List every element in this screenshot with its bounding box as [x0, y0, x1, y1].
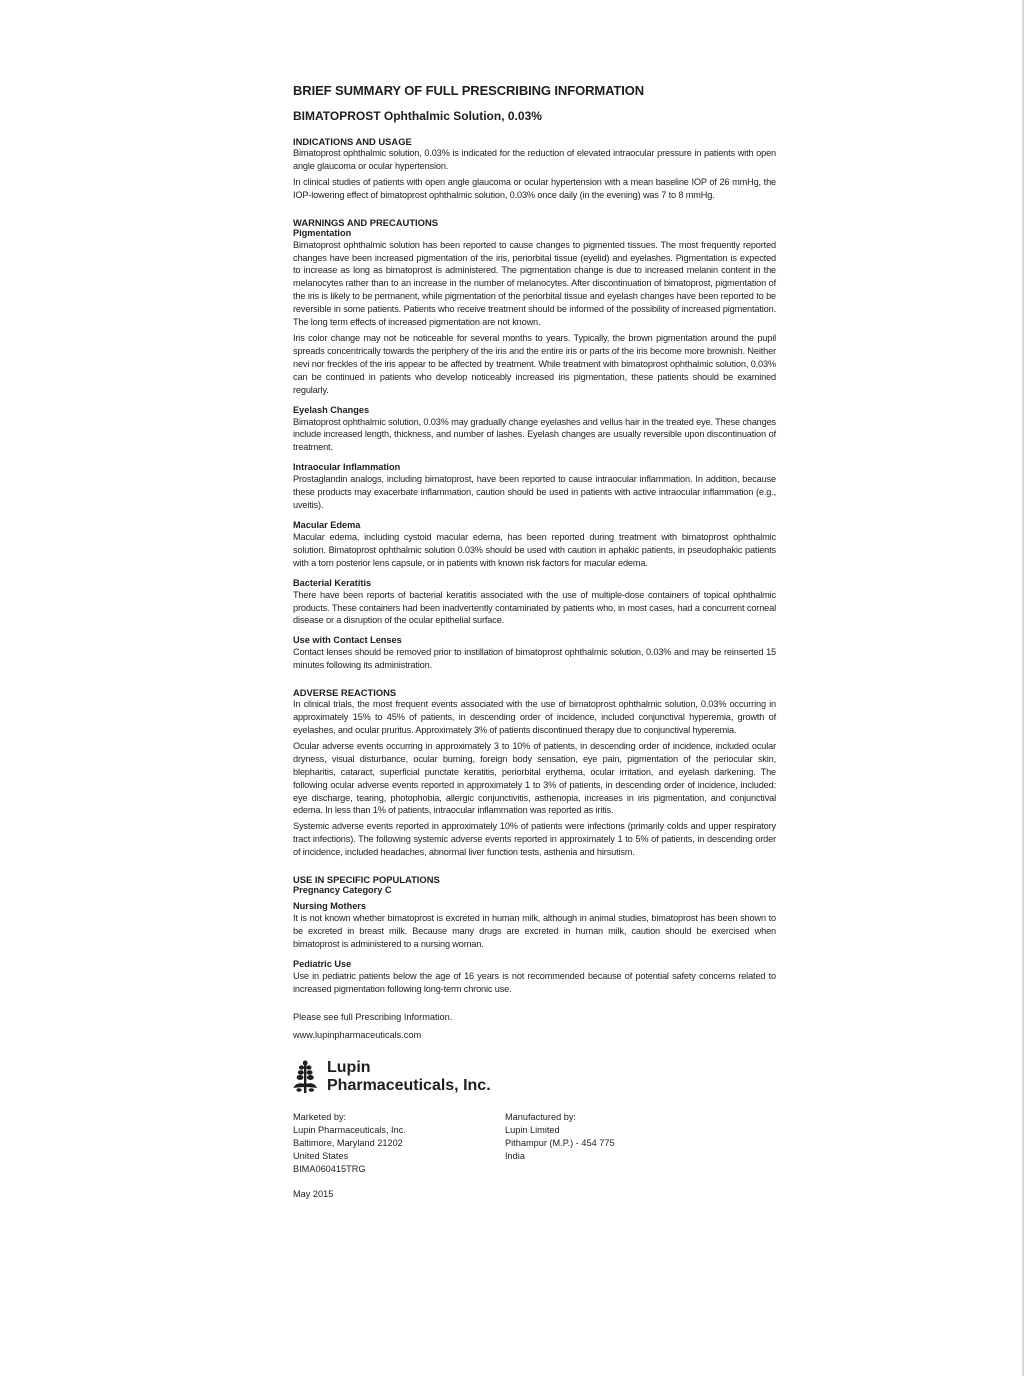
- eyelash-heading: Eyelash Changes: [293, 404, 370, 415]
- adverse-reactions-heading: ADVERSE REACTIONS: [293, 687, 397, 699]
- macular-paragraph: Macular edema, including cystoid macular edema, has been reported during treatment with bimatoprost ophthalmic solution. Bimatoprost ophthalmic solution 0.03% should be used with caution in aphakic patients, in pseudophakic patients with a torn posterior lens capsule, or in patients with known risk factors for macular edema.: [293, 531, 776, 568]
- indications-paragraph: Bimatoprost ophthalmic solution, 0.03% is indicated for the reduction of elevated intraocular pressure in patients with open angle glaucoma or ocular hypertension.: [293, 148, 776, 171]
- contact-lenses-heading: Use with Contact Lenses: [293, 635, 402, 646]
- inflammation-paragraph: Prostaglandin analogs, including bimatoprost, have been reported to cause intraocular inflammation. In addition, because these products may exacerbate inflammation, caution should be used in patients with active intraocular inflammation (e.g., uveitis).: [293, 474, 776, 511]
- populations-heading: USE IN SPECIFIC POPULATIONS: [293, 874, 440, 886]
- manufactured-line: India: [505, 1151, 525, 1162]
- document-body: [293, 83, 776, 1201]
- marketed-line: Baltimore, Maryland 21202: [293, 1138, 403, 1149]
- indications-heading: INDICATIONS AND USAGE: [293, 136, 412, 147]
- marketed-line: BIMA060415TRG: [293, 1164, 366, 1175]
- nursing-paragraph: It is not known whether bimatoprost is excreted in human milk, although in animal studies, bimatoprost has been shown to be excreted in breast milk. Because many drugs are excreted in human milk, caution should be exercised when bimatoprost is administered to a nursing woman.: [293, 913, 776, 949]
- pediatric-heading: Pediatric Use: [293, 958, 352, 969]
- manufactured-line: Pithampur (M.P.) - 454 775: [505, 1138, 615, 1149]
- document-title: BRIEF SUMMARY OF FULL PRESCRIBING INFORMATION: [293, 83, 645, 98]
- eyelash-paragraph: Bimatoprost ophthalmic solution, 0.03% may gradually change eyelashes and vellus hair in the treated eye. These changes include increased length, thickness, and number of lashes. Eyelash changes are usually reversible upon discontinuation of treatment.: [293, 416, 776, 453]
- marketed-line: United States: [293, 1151, 349, 1162]
- macular-heading: Macular Edema: [293, 519, 361, 530]
- marketed-line: Lupin Pharmaceuticals, Inc.: [293, 1125, 406, 1136]
- pediatric-paragraph: Use in pediatric patients below the age of 16 years is not recommended because of potential safety concerns related to increased pigmentation following long-term chronic use.: [293, 970, 776, 994]
- logo-line2: Pharmaceuticals, Inc.: [327, 1077, 491, 1095]
- contact-lenses-paragraph: Contact lenses should be removed prior to instillation of bimatoprost ophthalmic solution, 0.03% and may be reinserted 15 minutes following its administration.: [293, 647, 776, 671]
- pigmentation-paragraph: Bimatoprost ophthalmic solution has been reported to cause changes to pigmented tissues. The most frequently reported changes have been increased pigmentation of the iris, periorbital tissue (eyelid) and eyelashes. Pigmentation is expected to increase as long as bimatoprost is administered. The pigmentation change is due to increased melanin content in the melanocytes rather than to an increase in the number of melanocytes. After discontinuation of bimatoprost, pigmentation of the iris is likely to be permanent, while pigmentation of the periorbital tissue and eyelash changes have been reported to be reversible in some patients. Patients who receive treatment should be informed of the possibility of increased pigmentation. The long term effects of increased pigmentation are not known.: [293, 239, 776, 328]
- adverse-reactions-section: [293, 687, 776, 859]
- pigmentation-heading: Pigmentation: [293, 227, 352, 238]
- warnings-section: [293, 217, 776, 673]
- document-subtitle: BIMATOPROST Ophthalmic Solution, 0.03%: [293, 109, 542, 123]
- lupin-flower-icon: [293, 1059, 317, 1095]
- lupin-logo: [293, 1059, 776, 1095]
- footer-columns: [293, 1111, 776, 1176]
- see-full-info: Please see full Prescribing Information.: [293, 1011, 453, 1022]
- website-link[interactable]: www.lupinpharmaceuticals.com: [293, 1029, 422, 1040]
- keratitis-paragraph: There have been reports of bacterial keratitis associated with the use of multiple-dose containers of topical ophthalmic products. These containers had been inadvertently contaminated by patients who, in most cases, had a concurrent corneal disease or a disruption of the ocular epithelial surface.: [293, 589, 776, 626]
- logo-line1: Lupin: [327, 1059, 371, 1077]
- marketed-line: Marketed by:: [293, 1112, 347, 1123]
- keratitis-heading: Bacterial Keratitis: [293, 577, 372, 588]
- publication-date: May 2015: [293, 1188, 334, 1199]
- indications-section: [293, 136, 776, 202]
- populations-section: [293, 874, 776, 996]
- indications-paragraph: In clinical studies of patients with open angle glaucoma or ocular hypertension with a mean baseline IOP of 26 mmHg, the IOP-lowering effect of bimatoprost ophthalmic solution, 0.03% once daily (in the evening) was 7 to 8 mmHg.: [293, 176, 776, 200]
- pregnancy-heading: Pregnancy Category C: [293, 885, 392, 896]
- inflammation-heading: Intraocular Inflammation: [293, 462, 401, 473]
- marketed-by-block: [293, 1111, 505, 1176]
- lupin-logo-text: [327, 1059, 491, 1095]
- warnings-heading: WARNINGS AND PRECAUTIONS: [293, 216, 438, 228]
- adverse-paragraph: In clinical trials, the most frequent events associated with the use of bimatoprost ophthalmic solution, 0.03% occurring in approximately 15% to 45% of patients, in descending order of incidence, included conjunctival hyperemia, growth of eyelashes, and ocular pruritus. Approximately 3% of patients discontinued therapy due to conjunctival hyperemia.: [293, 699, 776, 735]
- adverse-paragraph: Systemic adverse events reported in approximately 10% of patients were infections (primarily colds and upper respiratory tract infections). The following systemic adverse events reported in approximately 1 to 5% of patients, in descending order of incidence, included headaches, abnormal liver function tests, asthenia and hirsutism.: [293, 821, 776, 858]
- manufactured-by-block: [505, 1111, 615, 1176]
- adverse-paragraph: Ocular adverse events occurring in approximately 3 to 10% of patients, in descending order of incidence, included ocular dryness, visual disturbance, ocular burning, foreign body sensation, eye pain, pigmentation of the periocular skin, blepharitis, cataract, superficial punctate keratitis, periorbital erythema, ocular irritation, and eyelash darkening. The following ocular adverse events reported in approximately 1 to 3% of patients, in descending order of incidence, included: eye discharge, tearing, photophobia, allergic conjunctivitis, asthenopia, increases in iris pigmentation, and conjunctival edema. In less than 1% of patients, intraocular inflammation was reported as iritis.: [293, 740, 776, 816]
- manufactured-line: Lupin Limited: [505, 1125, 560, 1136]
- nursing-heading: Nursing Mothers: [293, 901, 366, 912]
- pigmentation-paragraph: Iris color change may not be noticeable for several months to years. Typically, the brown pigmentation around the pupil spreads concentrically towards the periphery of the iris and the entire iris or parts of the iris become more brownish. Neither nevi nor freckles of the iris appear to be affected by treatment. While treatment with bimatoprost ophthalmic solution, 0.03% can be continued in patients who develop noticeably increased iris pigmentation, these patients should be examined regularly.: [293, 332, 776, 395]
- manufactured-line: Manufactured by:: [505, 1112, 576, 1123]
